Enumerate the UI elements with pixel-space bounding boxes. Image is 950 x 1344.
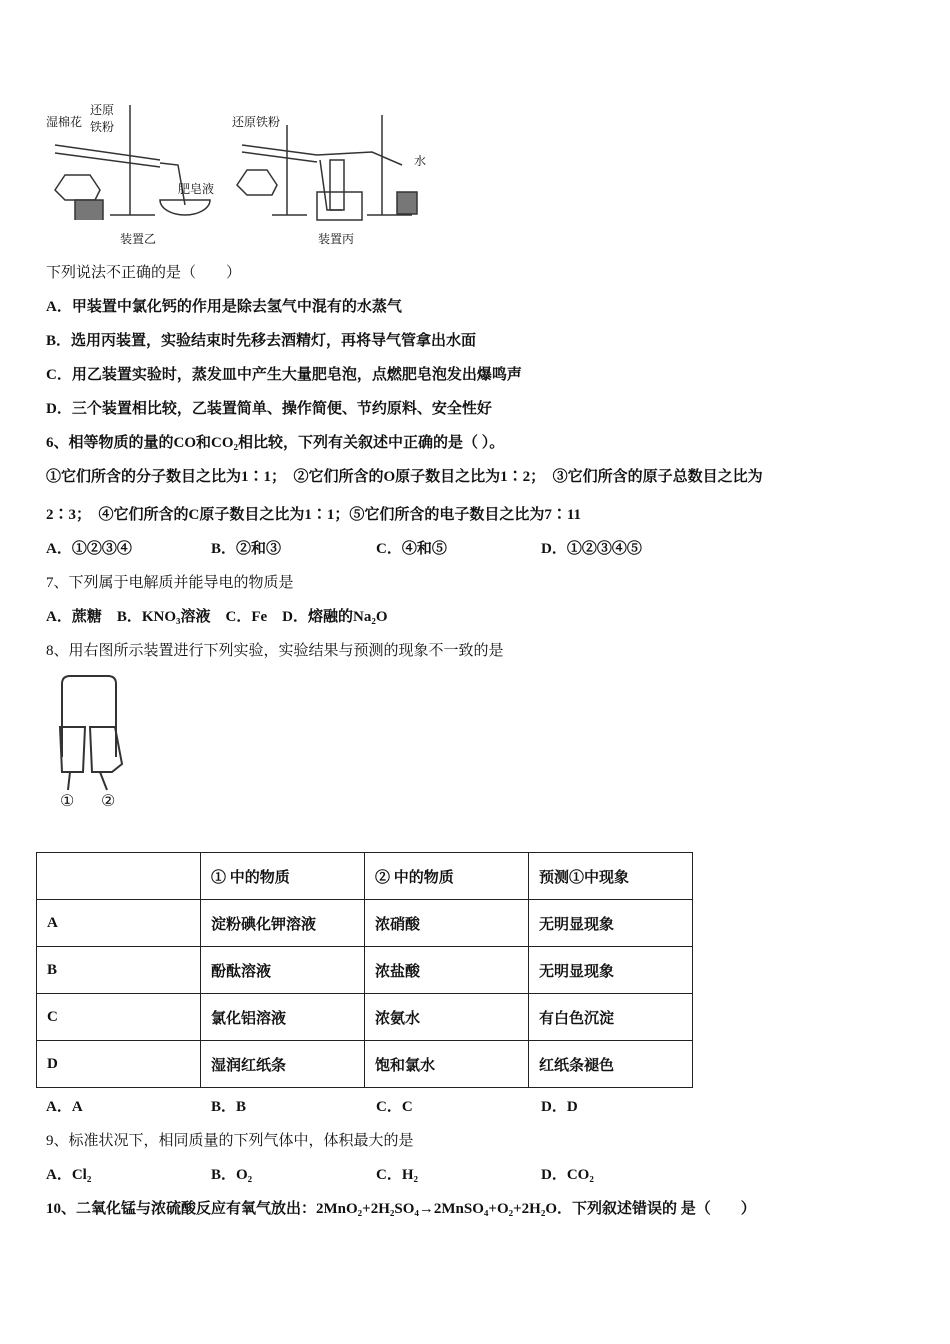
table-cell: 浓硝酸 <box>365 900 529 947</box>
figure-caption: 装置丙 <box>318 232 355 246</box>
table-cell: 浓氨水 <box>365 994 529 1041</box>
option: A．A <box>46 1099 83 1115</box>
table-header-row <box>37 853 693 900</box>
table-cell: 浓盐酸 <box>365 947 529 994</box>
figure-label: 湿棉花 <box>46 115 83 129</box>
table-cell: C <box>37 994 201 1041</box>
figure-label: ① <box>60 793 75 810</box>
option: C．C <box>376 1099 413 1115</box>
table-cell: 湿润红纸条 <box>201 1041 365 1088</box>
option: B．B <box>211 1099 247 1115</box>
option: A．蔗糖 B．KNO₃溶液 C．Fe D．熔融的Na₂O <box>46 609 388 625</box>
table-row <box>37 994 693 1041</box>
table-cell: 无明显现象 <box>529 900 693 947</box>
option: D．三个装置相比较，乙装置简单、操作简便、节约原料、安全性好 <box>46 401 492 417</box>
option: D．①②③④⑤ <box>541 541 642 557</box>
option: C．H₂ <box>376 1167 418 1183</box>
figure-label: 肥皂液 <box>178 182 215 196</box>
option: B．O₂ <box>211 1167 253 1183</box>
question-8-table <box>36 852 693 1088</box>
figure-label: ② <box>101 793 116 810</box>
table-row <box>37 900 693 947</box>
table-header: 预测①中现象 <box>529 853 693 900</box>
table-header <box>37 853 201 900</box>
table-row <box>37 1041 693 1088</box>
question-10-stem: 10、二氧化锰与浓硫酸反应有氧气放出：2MnO₂+2H₂SO₄→2MnSO₄+O₂+2H₂O．下列叙述错误的 是（ ） <box>46 1201 756 1217</box>
question-8-stem: 8、用右图所示装置进行下列实验，实验结果与预测的现象不一致的是 <box>46 643 504 659</box>
table-cell: A <box>37 900 201 947</box>
option: A．①②③④ <box>46 541 132 557</box>
question-7-stem: 7、下列属于电解质并能导电的物质是 <box>46 575 294 591</box>
figure-caption: 装置乙 <box>120 232 157 246</box>
table-header: ① 中的物质 <box>201 853 365 900</box>
figure-label: 水 <box>414 154 427 168</box>
table-cell: B <box>37 947 201 994</box>
question-6-stem: 6、相等物质的量的CO和CO₂相比较，下列有关叙述中正确的是（ ）。 <box>46 435 505 451</box>
figure-label: 还原铁粉 <box>232 115 281 129</box>
question-6-statements: 2∶3； ④它们所含的C原子数目之比为1∶1；⑤它们所含的电子数目之比为7∶11 <box>46 507 582 523</box>
table-cell: 酚酞溶液 <box>201 947 365 994</box>
option: B．②和③ <box>211 541 282 557</box>
option: B．选用丙装置，实验结束时先移去酒精灯，再将导气管拿出水面 <box>46 333 477 349</box>
option: A．甲装置中氯化钙的作用是除去氢气中混有的水蒸气 <box>46 299 402 315</box>
question-6-statements: ①它们所含的分子数目之比为1∶1； ②它们所含的O原子数目之比为1∶2； ③它们所含的原子总数目之比为 <box>46 469 763 485</box>
table-cell: 无明显现象 <box>529 947 693 994</box>
table-cell: 饱和氯水 <box>365 1041 529 1088</box>
option: C．用乙装置实验时，蒸发皿中产生大量肥皂泡，点燃肥皂泡发出爆鸣声 <box>46 367 522 383</box>
option: C．④和⑤ <box>376 541 447 557</box>
question-5-stem: 下列说法不正确的是（ ） <box>46 265 242 281</box>
table-cell: 氯化铝溶液 <box>201 994 365 1041</box>
table-header: ② 中的物质 <box>365 853 529 900</box>
option: D．CO₂ <box>541 1167 594 1183</box>
option: A．Cl₂ <box>46 1167 92 1183</box>
figure-label: 还原铁粉 <box>90 103 115 134</box>
table-cell: 红纸条褪色 <box>529 1041 693 1088</box>
question-9-stem: 9、标准状况下，相同质量的下列气体中，体积最大的是 <box>46 1133 414 1149</box>
table-cell: D <box>37 1041 201 1088</box>
table-cell: 淀粉碘化钾溶液 <box>201 900 365 947</box>
table-row <box>37 947 693 994</box>
table-cell: 有白色沉淀 <box>529 994 693 1041</box>
option: D．D <box>541 1099 578 1115</box>
